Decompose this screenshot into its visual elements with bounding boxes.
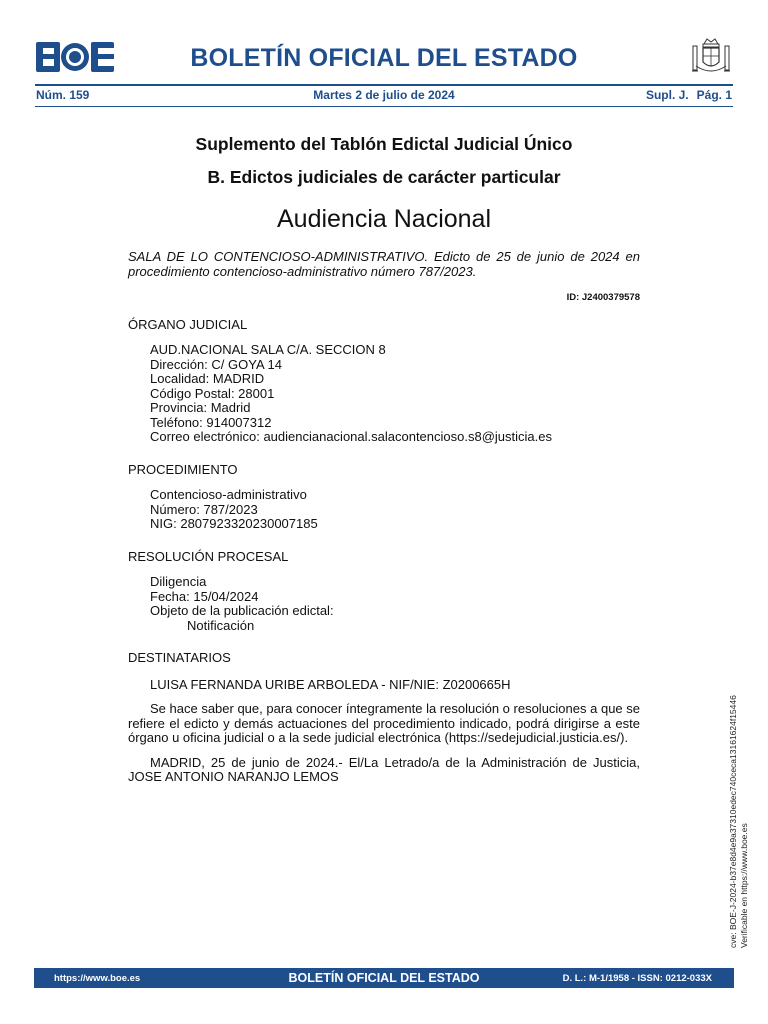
- section-procedimiento: [128, 463, 640, 532]
- organo-line: Código Postal: 28001: [150, 385, 275, 401]
- header-rule: [35, 84, 733, 86]
- organo-line: Localidad: MADRID: [150, 371, 265, 386]
- recipient-line: LUISA FERNANDA URIBE ARBOLEDA - NIF/NIE: Z0200665H: [150, 676, 511, 692]
- notice-paragraph: Se hace saber que, para conocer íntegramente la resolución o resoluciones a que se refiere el edicto y demás actuaciones del procedimiento indicado, podrá dirigirse a este órgano u oficina judicial o a la sede judicial electrónica (https://sedejudicial.justicia.es/).: [128, 701, 640, 745]
- resolucion-line: Diligencia: [150, 574, 207, 589]
- section-title: ÓRGANO JUDICIAL: [128, 316, 248, 332]
- procedimiento-line: NIG: 2807923320230007185: [150, 516, 318, 531]
- page-reference: [638, 88, 732, 102]
- procedimiento-details: [128, 488, 640, 532]
- section-heading: B. Edictos judiciales de carácter particular: [207, 167, 561, 187]
- verification-sidebar: [728, 688, 749, 948]
- organo-line: Provincia: Madrid: [150, 400, 251, 415]
- page-number: Pág. 1: [696, 88, 732, 102]
- section-title: RESOLUCIÓN PROCESAL: [128, 548, 289, 564]
- section-title: DESTINATARIOS: [128, 650, 231, 665]
- section-title: PROCEDIMIENTO: [128, 461, 238, 477]
- organo-details: [128, 343, 640, 445]
- supplement-label: Supl. J.: [645, 88, 689, 102]
- organo-line: Correo electrónico: audiencianacional.salacontencioso.s8@justicia.es: [150, 429, 552, 444]
- footer-url-link[interactable]: https://www.boe.es: [54, 973, 141, 984]
- verification-note: Verificable en https://www.boe.es: [738, 823, 749, 948]
- resolucion-line: Objeto de la publicación edictal:: [150, 603, 334, 618]
- page-footer: [34, 968, 734, 988]
- organ-heading: Audiencia Nacional: [276, 205, 492, 233]
- footer-title: BOLETÍN OFICIAL DEL ESTADO: [288, 971, 480, 985]
- organo-line: Dirección: C/ GOYA 14: [150, 356, 282, 372]
- bulletin-title: BOLETÍN OFICIAL DEL ESTADO: [190, 44, 578, 72]
- meta-rule: [35, 106, 733, 107]
- procedimiento-line: Número: 787/2023: [150, 501, 258, 517]
- signature-paragraph: MADRID, 25 de junio de 2024.- El/La Letrado/a de la Administración de Justicia, JOSE ANTONIO NARANJO LEMOS: [128, 754, 640, 784]
- section-resolucion: [128, 550, 640, 634]
- footer-legal: D. L.: M-1/1958 - ISSN: 0212-033X: [562, 973, 712, 984]
- document-id: ID: J2400379578: [566, 292, 640, 303]
- issue-number: Núm. 159: [36, 88, 90, 102]
- issue-date: Martes 2 de julio de 2024: [313, 88, 455, 102]
- issue-meta: [36, 88, 732, 104]
- resolucion-line: Fecha: 15/04/2024: [150, 588, 259, 604]
- procedimiento-line: Contencioso-administrativo: [150, 487, 307, 502]
- resolucion-details: [128, 575, 640, 633]
- edict-summary: SALA DE LO CONTENCIOSO-ADMINISTRATIVO. Edicto de 25 de junio de 2024 en procedimiento contencioso-administrativo número 787/2023.: [128, 249, 640, 279]
- supplement-heading: Suplemento del Tablón Edictal Judicial Único: [195, 134, 573, 154]
- section-destinatarios: [128, 651, 640, 785]
- publication-object-value: Notificación: [187, 617, 255, 633]
- cve-code: cve: BOE-J-2024-b37e8d4e9a37310edec740ceca13161624f15446: [728, 695, 738, 948]
- organo-line: Teléfono: 914007312: [150, 414, 272, 430]
- organo-line: AUD.NACIONAL SALA C/A. SECCION 8: [150, 342, 386, 357]
- boe-logo: [36, 42, 114, 72]
- coat-of-arms-icon: [690, 36, 732, 78]
- edict-body: [128, 250, 640, 785]
- section-organo: [128, 318, 640, 445]
